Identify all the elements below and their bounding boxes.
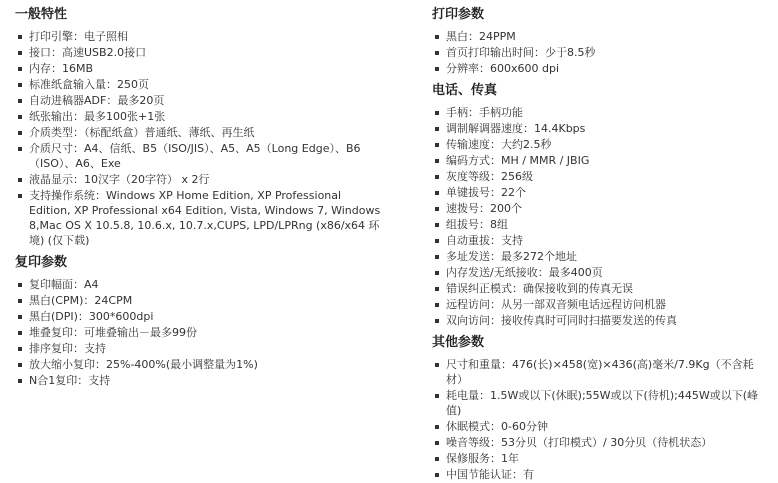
section-copy bbox=[15, 254, 385, 388]
spec-item bbox=[432, 217, 762, 232]
spec-item bbox=[432, 29, 762, 44]
spec-item bbox=[15, 109, 385, 124]
bullet-icon bbox=[435, 127, 439, 131]
spec-item bbox=[432, 233, 762, 248]
spec-item bbox=[432, 105, 762, 120]
bullet-icon bbox=[18, 178, 22, 182]
section-title: 电话、传真 bbox=[432, 83, 498, 98]
bullet-icon bbox=[435, 35, 439, 39]
spec-text: 介质类型：（标配纸盒）普通纸、薄纸、再生纸 bbox=[29, 126, 255, 139]
spec-item bbox=[432, 313, 762, 328]
bullet-icon bbox=[435, 143, 439, 147]
spec-item bbox=[432, 265, 762, 280]
spec-item bbox=[432, 451, 762, 466]
bullet-icon bbox=[435, 111, 439, 115]
spec-item bbox=[432, 153, 762, 168]
spec-text: 支持操作系统：Windows XP Home Edition, XP Professional Edition, XP Professional x64 Edition, Vista, Windows 7, Windows 8,Mac OS X 10.5.8, 10.6.x, 10.7.x,CUPS, LPD/LPRng (x86/x64 环境) (仅下载) bbox=[29, 189, 381, 247]
spec-text: 休眠模式：0-60分钟 bbox=[446, 420, 548, 433]
bullet-icon bbox=[435, 394, 439, 398]
spec-item bbox=[15, 325, 385, 340]
bullet-icon bbox=[435, 175, 439, 179]
spec-text: 尺寸和重量：476(长)×458(宽)×436(高)毫米/7.9Kg（不含耗材） bbox=[446, 358, 754, 386]
spec-text: 黑白(CPM)：24CPM bbox=[29, 294, 133, 307]
bullet-icon bbox=[435, 67, 439, 71]
spec-text: 耗电量：1.5W或以下(休眠);55W或以下(待机);445W或以下(峰值) bbox=[446, 389, 758, 417]
spec-text: 接口：高速USB2.0接口 bbox=[29, 46, 147, 59]
spec-text: 双向访问：接收传真时可同时扫描要发送的传真 bbox=[446, 314, 677, 327]
spec-text: N合1复印：支持 bbox=[29, 374, 111, 387]
spec-text: 分辨率：600x600 dpi bbox=[446, 62, 560, 75]
spec-item bbox=[432, 45, 762, 60]
bullet-icon bbox=[435, 457, 439, 461]
spec-item bbox=[432, 169, 762, 184]
bullet-icon bbox=[18, 347, 22, 351]
spec-list bbox=[15, 277, 385, 388]
spec-item bbox=[432, 137, 762, 152]
spec-item bbox=[432, 419, 762, 434]
spec-item bbox=[15, 357, 385, 372]
spec-item bbox=[432, 121, 762, 136]
bullet-icon bbox=[18, 99, 22, 103]
section-general bbox=[15, 6, 385, 248]
spec-text: 介质尺寸：A4、信纸、B5（ISO/JIS）、A5、A5（Long Edge）、B6（ISO）、A6、Exe bbox=[29, 142, 361, 170]
spec-text: 保修服务：1年 bbox=[446, 452, 519, 465]
spec-item bbox=[432, 357, 762, 387]
spec-item bbox=[432, 249, 762, 264]
bullet-icon bbox=[435, 271, 439, 275]
spec-item bbox=[15, 172, 385, 187]
right-column bbox=[432, 0, 762, 483]
spec-item bbox=[432, 467, 762, 482]
spec-list bbox=[15, 29, 385, 248]
bullet-icon bbox=[18, 147, 22, 151]
spec-item bbox=[15, 125, 385, 140]
bullet-icon bbox=[435, 207, 439, 211]
spec-item bbox=[15, 45, 385, 60]
spec-text: 黑白(DPI)：300*600dpi bbox=[29, 310, 154, 323]
spec-item bbox=[15, 29, 385, 44]
spec-text: 速拨号：200个 bbox=[446, 202, 522, 215]
spec-item bbox=[15, 93, 385, 108]
spec-text: 打印引擎：电子照相 bbox=[29, 30, 128, 43]
bullet-icon bbox=[435, 239, 439, 243]
spec-item bbox=[432, 297, 762, 312]
bullet-icon bbox=[435, 223, 439, 227]
spec-text: 黑白：24PPM bbox=[446, 30, 516, 43]
spec-text: 标准纸盒输入量：250页 bbox=[29, 78, 149, 91]
spec-item bbox=[432, 61, 762, 76]
bullet-icon bbox=[18, 83, 22, 87]
section-title: 一般特性 bbox=[15, 7, 68, 22]
bullet-icon bbox=[18, 131, 22, 135]
bullet-icon bbox=[435, 441, 439, 445]
spec-item bbox=[15, 188, 385, 248]
spec-text: 复印幅面：A4 bbox=[29, 278, 99, 291]
bullet-icon bbox=[18, 315, 22, 319]
section-print bbox=[432, 6, 762, 76]
spec-item bbox=[432, 435, 762, 450]
bullet-icon bbox=[18, 283, 22, 287]
spec-list bbox=[432, 29, 762, 76]
spec-text: 自动重拔：支持 bbox=[446, 234, 523, 247]
spec-item bbox=[15, 341, 385, 356]
bullet-icon bbox=[435, 191, 439, 195]
left-column bbox=[15, 0, 385, 389]
bullet-icon bbox=[435, 425, 439, 429]
spec-text: 堆叠复印：可堆叠输出－最多99份 bbox=[29, 326, 197, 339]
bullet-icon bbox=[18, 35, 22, 39]
spec-text: 单键拔号：22个 bbox=[446, 186, 526, 199]
spec-item bbox=[15, 77, 385, 92]
bullet-icon bbox=[18, 299, 22, 303]
spec-item bbox=[432, 281, 762, 296]
bullet-icon bbox=[18, 194, 22, 198]
bullet-icon bbox=[435, 363, 439, 367]
section-title: 其他参数 bbox=[432, 335, 485, 350]
spec-text: 纸张输出：最多100张+1张 bbox=[29, 110, 166, 123]
spec-text: 中国节能认证：有 bbox=[446, 468, 534, 481]
spec-text: 调制解调器速度：14.4Kbps bbox=[446, 122, 586, 135]
spec-item bbox=[15, 141, 385, 171]
spec-text: 噪音等级：53分贝（打印模式）/ 30分贝（待机状态） bbox=[446, 436, 713, 449]
spec-text: 手柄：手柄功能 bbox=[446, 106, 523, 119]
spec-item bbox=[15, 277, 385, 292]
spec-text: 灰度等级：256级 bbox=[446, 170, 533, 183]
bullet-icon bbox=[18, 331, 22, 335]
section-other bbox=[432, 334, 762, 482]
spec-text: 液晶显示：10汉字（20字符） x 2行 bbox=[29, 173, 210, 186]
bullet-icon bbox=[435, 303, 439, 307]
spec-item bbox=[432, 388, 762, 418]
spec-item bbox=[15, 61, 385, 76]
spec-text: 错误纠正模式：确保接收到的传真无误 bbox=[446, 282, 633, 295]
spec-text: 编码方式：MH / MMR / JBIG bbox=[446, 154, 590, 167]
bullet-icon bbox=[18, 379, 22, 383]
section-title: 复印参数 bbox=[15, 255, 68, 270]
section-fax bbox=[432, 82, 762, 328]
bullet-icon bbox=[435, 255, 439, 259]
spec-list bbox=[432, 357, 762, 482]
bullet-icon bbox=[435, 319, 439, 323]
spec-text: 排序复印：支持 bbox=[29, 342, 106, 355]
spec-text: 内存发送/无纸接收：最多400页 bbox=[446, 266, 603, 279]
spec-text: 传输速度：大约2.5秒 bbox=[446, 138, 552, 151]
bullet-icon bbox=[435, 287, 439, 291]
spec-text: 组拔号：8组 bbox=[446, 218, 508, 231]
spec-item bbox=[432, 201, 762, 216]
spec-text: 放大缩小复印：25%-400%(最小调整量为1%) bbox=[29, 358, 258, 371]
section-title: 打印参数 bbox=[432, 7, 485, 22]
spec-item bbox=[15, 293, 385, 308]
spec-item bbox=[15, 373, 385, 388]
bullet-icon bbox=[435, 51, 439, 55]
spec-item bbox=[432, 185, 762, 200]
spec-list bbox=[432, 105, 762, 328]
spec-text: 内存：16MB bbox=[29, 62, 94, 75]
bullet-icon bbox=[18, 67, 22, 71]
spec-text: 远程访问：从另一部双音频电话远程访问机器 bbox=[446, 298, 666, 311]
bullet-icon bbox=[18, 51, 22, 55]
spec-text: 首页打印输出时间：少于8.5秒 bbox=[446, 46, 596, 59]
bullet-icon bbox=[435, 473, 439, 477]
bullet-icon bbox=[18, 363, 22, 367]
spec-item bbox=[15, 309, 385, 324]
bullet-icon bbox=[435, 159, 439, 163]
bullet-icon bbox=[18, 115, 22, 119]
spec-text: 多址发送：最多272个地址 bbox=[446, 250, 577, 263]
spec-text: 自动进稿器ADF：最多20页 bbox=[29, 94, 165, 107]
